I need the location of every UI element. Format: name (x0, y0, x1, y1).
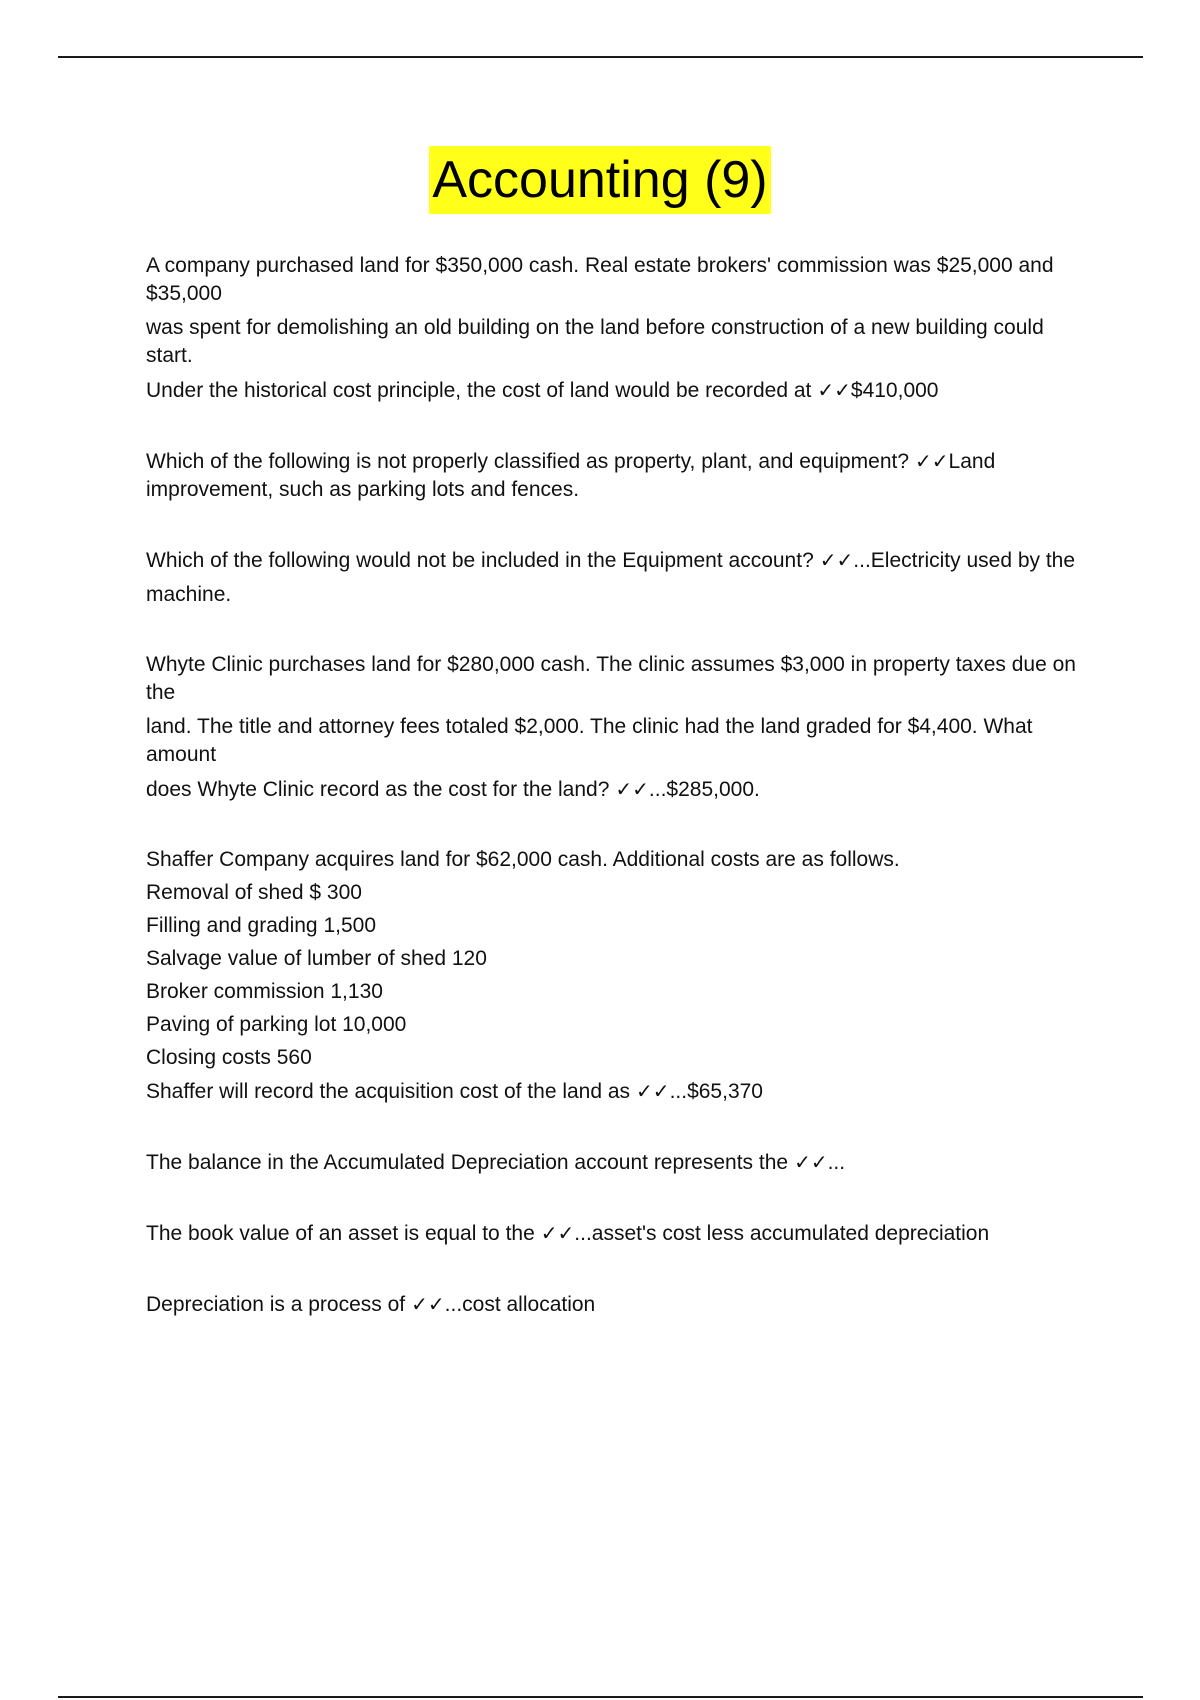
question-final-line (146, 1148, 1096, 1177)
question-final-line (146, 546, 1096, 575)
question-text: The balance in the Accumulated Depreciation account represents the (146, 1151, 789, 1174)
question-final-line (146, 376, 1096, 405)
question-block (146, 1148, 1096, 1177)
answer-text: ...asset's cost less accumulated depreciation (574, 1222, 990, 1245)
double-check-icon: ✓✓ (817, 378, 851, 402)
question-final-line (146, 1290, 1096, 1319)
question-text: Whyte Clinic purchases land for $280,000 cash. The clinic assumes $3,000 in property taxes due on the (146, 653, 1076, 704)
question-final-line (146, 447, 1096, 504)
cost-item: Filling and grading 1,500 (146, 914, 376, 937)
answer-continuation: machine. (146, 583, 232, 606)
answer-text: ...$65,370 (669, 1080, 763, 1103)
answer-text: ...Electricity used by the (853, 549, 1076, 572)
answer-text: ...$285,000. (648, 778, 760, 801)
question-text: Depreciation is a process of (146, 1293, 406, 1316)
cost-item: Salvage value of lumber of shed 120 (146, 947, 487, 970)
question-block (146, 447, 1096, 504)
double-check-icon: ✓✓ (819, 548, 854, 572)
question-text: land. The title and attorney fees totaled $2,000. The clinic had the land graded for $4,400. What amount (146, 715, 1033, 766)
top-rule (58, 56, 1143, 58)
question-block (146, 546, 1096, 609)
question-final-line (146, 775, 1096, 804)
question-text: Which of the following would not be included in the Equipment account? (146, 549, 814, 572)
double-check-icon: ✓✓ (411, 1292, 445, 1316)
answer-text: ...cost allocation (444, 1293, 596, 1316)
question-text: Which of the following is not properly classified as property, plant, and equipment? (146, 450, 910, 473)
document-title: Accounting (9) (429, 146, 770, 214)
question-block (146, 651, 1096, 804)
double-check-icon: ✓✓ (915, 449, 949, 473)
question-text: does Whyte Clinic record as the cost for the land? (146, 778, 610, 801)
answer-text: $410,000 (850, 379, 939, 402)
question-final-line (146, 1077, 1096, 1106)
title-container (0, 146, 1200, 214)
cost-item: Removal of shed $ 300 (146, 881, 362, 904)
bottom-rule (58, 1696, 1143, 1698)
question-text: The book value of an asset is equal to the (146, 1222, 535, 1245)
cost-item: Closing costs 560 (146, 1046, 312, 1069)
question-text: was spent for demolishing an old building on the land before construction of a new building could start. (146, 316, 1044, 367)
double-check-icon: ✓✓ (636, 1079, 670, 1103)
question-block (146, 252, 1096, 405)
question-final-line (146, 1219, 1096, 1248)
cost-item: Broker commission 1,130 (146, 980, 383, 1003)
question-block (146, 1219, 1096, 1248)
question-block (146, 1290, 1096, 1319)
double-check-icon: ✓✓ (540, 1221, 575, 1245)
answer-text: ... (827, 1151, 846, 1174)
question-text: Under the historical cost principle, the cost of land would be recorded at (146, 379, 812, 402)
question-text: Shaffer Company acquires land for $62,000 cash. Additional costs are as follows. (146, 848, 900, 871)
question-text: Shaffer will record the acquisition cost of the land as (146, 1080, 631, 1103)
double-check-icon: ✓✓ (615, 777, 649, 801)
question-block (146, 846, 1096, 1106)
answer-text: Land improvement, such as parking lots and fences. (146, 450, 996, 501)
question-text: A company purchased land for $350,000 cash. Real estate brokers' commission was $25,000 and $35,000 (146, 254, 1054, 305)
cost-item: Paving of parking lot 10,000 (146, 1013, 407, 1036)
document-body (146, 252, 1096, 1361)
double-check-icon: ✓✓ (794, 1150, 828, 1174)
